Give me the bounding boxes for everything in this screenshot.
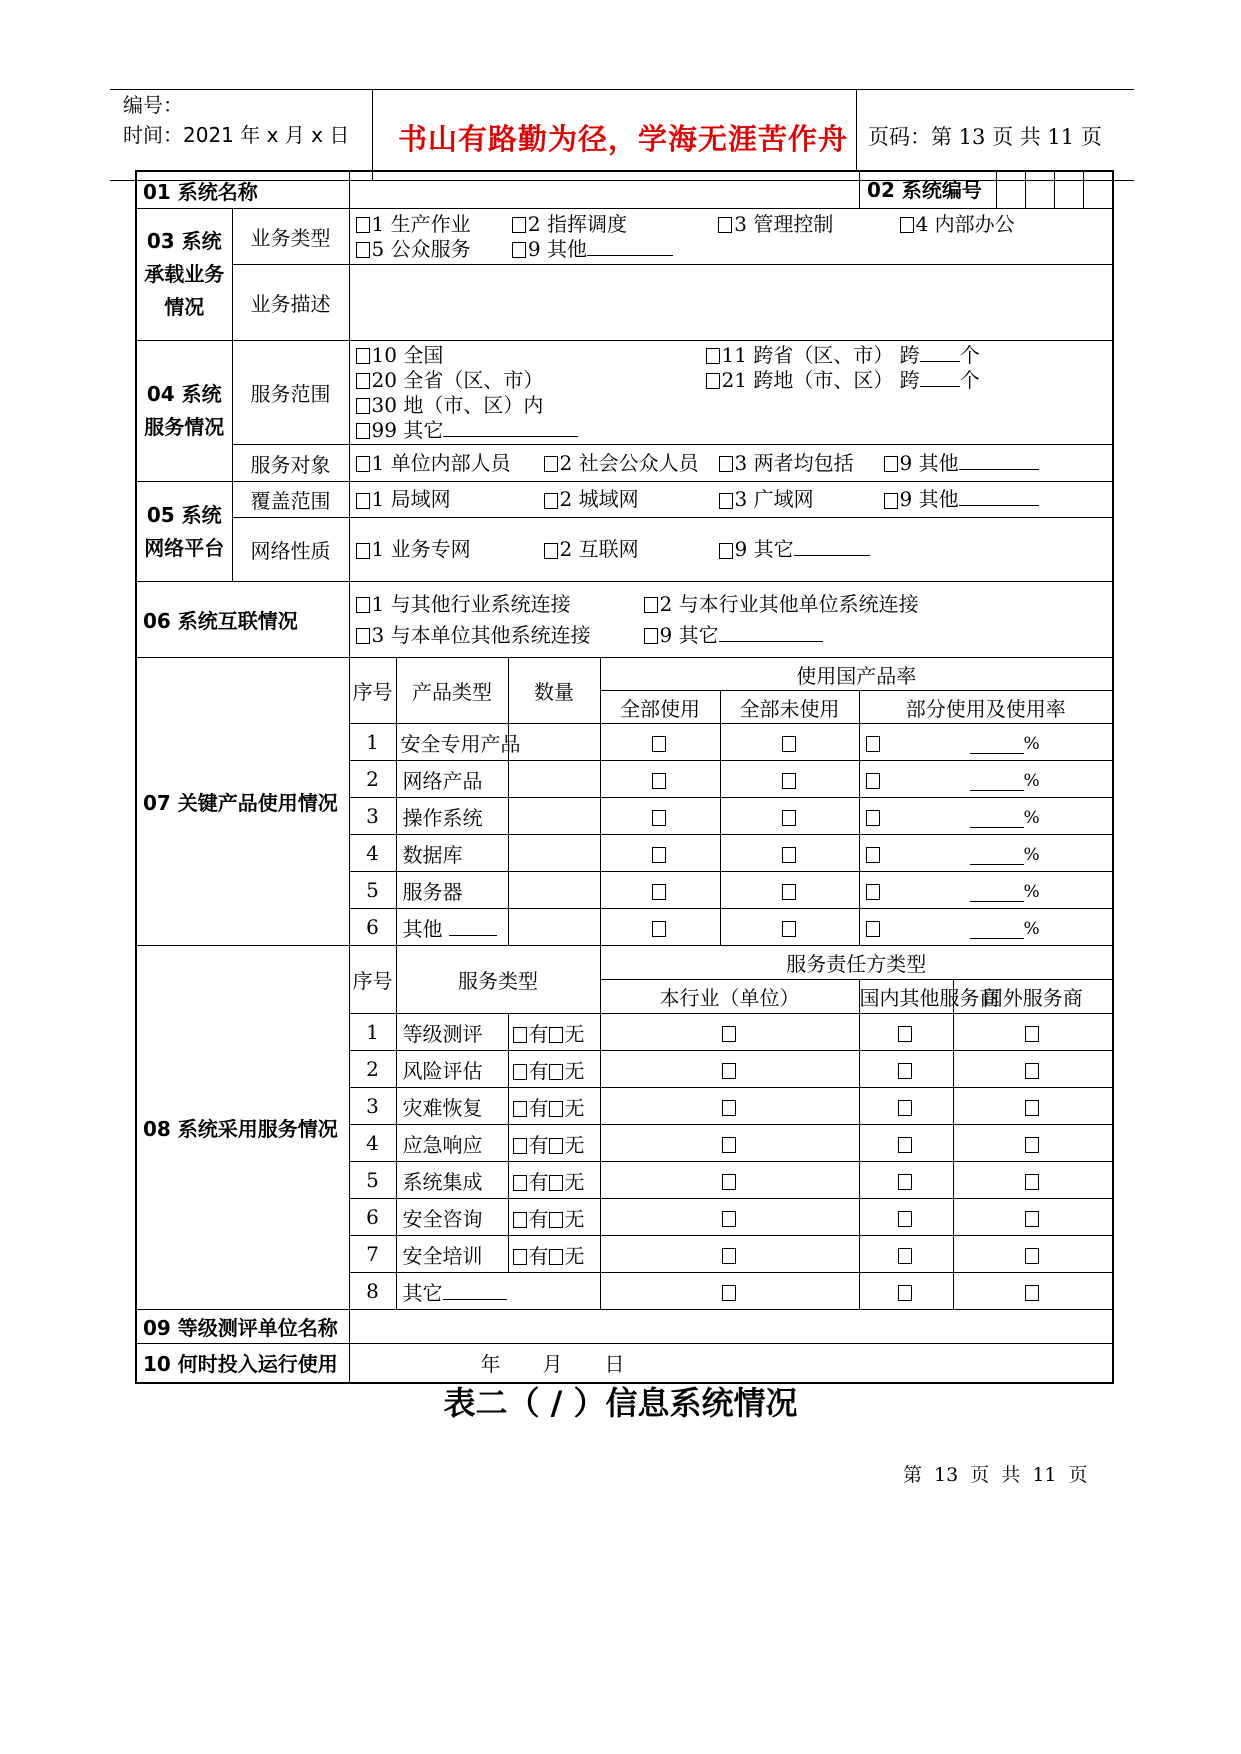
service-foreign[interactable] — [953, 1273, 1113, 1310]
service-yes-no[interactable]: 有 无 — [508, 1236, 600, 1273]
option-other-target[interactable]: 9 其他 — [884, 451, 1039, 476]
option-man[interactable]: 2 城域网 — [544, 487, 719, 512]
percent-blank[interactable] — [970, 737, 1024, 754]
service-yes-no[interactable]: 有 无 — [508, 1051, 600, 1088]
percent-blank[interactable] — [970, 811, 1024, 828]
product-all-used[interactable] — [600, 872, 720, 909]
option-other-nature[interactable]: 9 其它 — [719, 537, 870, 562]
checkbox-icon — [1025, 1285, 1039, 1301]
operation-date-label: 10 何时投入运行使用 — [136, 1344, 349, 1383]
service-own[interactable] — [600, 1051, 859, 1088]
products-none-used-header: 全部未使用 — [720, 691, 859, 724]
services-own-header: 本行业（单位） — [600, 980, 859, 1014]
checkbox-icon — [719, 456, 733, 472]
interconnect-label: 06 系统互联情况 — [136, 582, 349, 658]
checkbox-icon — [356, 597, 370, 613]
row-evaluator — [136, 1310, 1113, 1344]
service-type: 等级测评 — [396, 1014, 508, 1051]
option-other-scope[interactable]: 99 其它 — [356, 418, 579, 443]
row-products-head1 — [136, 658, 1113, 691]
service-seq: 2 — [349, 1051, 396, 1088]
evaluator-field[interactable] — [349, 1310, 1113, 1344]
option-city[interactable]: 30 地（市、区）内 — [356, 393, 544, 418]
checkbox-icon — [782, 773, 796, 789]
checkbox-icon — [652, 810, 666, 826]
checkbox-icon — [719, 493, 733, 509]
option-other-industry[interactable]: 1 与其他行业系统连接 — [356, 589, 644, 620]
document-time-label: 时间：2021 年 x 月 x 日 — [123, 123, 350, 147]
service-foreign[interactable] — [953, 1236, 1113, 1273]
checkbox-icon — [1025, 1063, 1039, 1079]
service-foreign[interactable] — [953, 1125, 1113, 1162]
system-name-field[interactable] — [349, 171, 859, 209]
product-seq: 1 — [349, 724, 396, 761]
checkbox-icon — [898, 1174, 912, 1190]
row-services-head1 — [136, 946, 1113, 980]
product-type-other[interactable]: 其他 — [396, 909, 508, 946]
option-management[interactable]: 3 管理控制 — [718, 212, 893, 237]
product-all-used[interactable] — [600, 909, 720, 946]
checkbox-icon — [866, 847, 880, 863]
product-partial[interactable]: % — [859, 909, 1113, 946]
operation-date-field[interactable] — [349, 1344, 1113, 1383]
product-seq: 3 — [349, 798, 396, 835]
checkbox-icon — [1025, 1248, 1039, 1264]
service-target-options — [349, 445, 1113, 482]
option-production[interactable]: 1 生产作业 — [356, 212, 506, 237]
service-seq: 3 — [349, 1088, 396, 1125]
checkbox-icon — [898, 1137, 912, 1153]
services-foreign-header: 国外服务商 — [953, 980, 1113, 1014]
service-type: 应急响应 — [396, 1125, 508, 1162]
product-qty[interactable] — [508, 909, 600, 946]
business-desc-field[interactable] — [349, 265, 1113, 341]
product-all-used[interactable] — [600, 761, 720, 798]
checkbox-icon — [1025, 1137, 1039, 1153]
checkbox-icon — [900, 217, 914, 233]
service-yes-no[interactable]: 有 无 — [508, 1014, 600, 1051]
checkbox-icon — [782, 736, 796, 752]
checkbox-icon — [706, 348, 720, 364]
checkbox-icon — [722, 1100, 736, 1116]
service-yes-no[interactable]: 有 无 — [508, 1162, 600, 1199]
product-qty[interactable] — [508, 798, 600, 835]
business-type-options — [349, 209, 1113, 265]
products-qty-header: 数量 — [508, 658, 600, 724]
products-seq-header: 序号 — [349, 658, 396, 724]
service-type: 安全培训 — [396, 1236, 508, 1273]
service-type: 安全咨询 — [396, 1199, 508, 1236]
checkbox-icon — [866, 921, 880, 937]
checkbox-icon — [512, 217, 526, 233]
network-section-label: 05 系统网络平台 — [136, 482, 232, 582]
products-rate-header: 使用国产品率 — [600, 658, 1113, 691]
services-seq-header: 序号 — [349, 946, 396, 1014]
services-section-label: 08 系统采用服务情况 — [136, 946, 349, 1310]
product-partial[interactable]: % — [859, 761, 1113, 798]
service-foreign[interactable] — [953, 1199, 1113, 1236]
system-info-form — [135, 170, 1114, 1384]
checkbox-icon — [356, 456, 370, 472]
checkbox-icon — [722, 1248, 736, 1264]
checkbox-icon — [644, 628, 658, 644]
service-type: 系统集成 — [396, 1162, 508, 1199]
checkbox-icon — [356, 242, 370, 258]
service-own[interactable] — [600, 1273, 859, 1310]
business-desc-label: 业务描述 — [232, 265, 349, 341]
row-service-target — [136, 445, 1113, 482]
service-type-other[interactable]: 其它 — [396, 1273, 600, 1310]
service-seq: 5 — [349, 1162, 396, 1199]
service-domestic[interactable] — [859, 1236, 953, 1273]
checkbox-icon — [866, 810, 880, 826]
checkbox-icon — [898, 1285, 912, 1301]
option-other-coverage[interactable]: 9 其他 — [884, 487, 1039, 512]
year-label: 年 — [480, 1352, 501, 1377]
month-label: 月 — [542, 1352, 563, 1377]
services-domestic-header: 国内其他服务商 — [859, 980, 953, 1014]
checkbox-icon — [356, 543, 370, 559]
product-none-used[interactable] — [720, 909, 859, 946]
header-motto: 书山有路勤为径，学海无涯苦作舟 — [398, 122, 849, 156]
checkbox-icon — [898, 1211, 912, 1227]
service-own[interactable] — [600, 1199, 859, 1236]
coverage-label: 覆盖范围 — [232, 482, 349, 518]
product-seq: 5 — [349, 872, 396, 909]
service-seq: 1 — [349, 1014, 396, 1051]
checkbox-icon — [782, 847, 796, 863]
option-dispatch[interactable]: 2 指挥调度 — [512, 212, 712, 237]
service-section-label: 04 系统服务情况 — [136, 341, 232, 482]
checkbox-icon — [1025, 1211, 1039, 1227]
product-seq: 4 — [349, 835, 396, 872]
service-domestic[interactable] — [859, 1162, 953, 1199]
service-yes-no[interactable]: 有 无 — [508, 1125, 600, 1162]
products-type-header: 产品类型 — [396, 658, 508, 724]
checkbox-icon — [722, 1174, 736, 1190]
checkbox-icon — [884, 493, 898, 509]
products-partial-header: 部分使用及使用率 — [859, 691, 1113, 724]
checkbox-icon — [782, 884, 796, 900]
option-internal-staff[interactable]: 1 单位内部人员 — [356, 451, 544, 476]
product-none-used[interactable] — [720, 872, 859, 909]
services-type-header: 服务类型 — [396, 946, 600, 1014]
service-own[interactable] — [600, 1014, 859, 1051]
checkbox-icon — [544, 493, 558, 509]
service-foreign[interactable] — [953, 1051, 1113, 1088]
service-seq: 6 — [349, 1199, 396, 1236]
product-type: 网络产品 — [396, 761, 508, 798]
checkbox-icon — [356, 628, 370, 644]
checkbox-icon — [652, 884, 666, 900]
row-network-nature — [136, 518, 1113, 582]
checkbox-icon — [652, 736, 666, 752]
option-same-unit[interactable]: 3 与本单位其他系统连接 — [356, 620, 644, 651]
checkbox-icon — [898, 1063, 912, 1079]
system-number-digit[interactable] — [1025, 172, 1054, 208]
option-wan[interactable]: 3 广域网 — [719, 487, 884, 512]
header-divider-right — [856, 89, 857, 171]
product-seq: 2 — [349, 761, 396, 798]
header-divider-left — [372, 89, 373, 181]
option-national[interactable]: 10 全国 — [356, 343, 706, 368]
checkbox-icon — [722, 1137, 736, 1153]
checkbox-icon — [1025, 1174, 1039, 1190]
option-province[interactable]: 20 全省（区、市） — [356, 368, 706, 393]
service-domestic[interactable] — [859, 1051, 953, 1088]
service-domestic[interactable] — [859, 1273, 953, 1310]
system-number-text: 02 系统编号 — [867, 178, 982, 202]
checkbox-icon — [898, 1100, 912, 1116]
interconnect-options — [349, 582, 1113, 658]
business-section-label: 03 系统承载业务情况 — [136, 209, 232, 341]
checkbox-icon — [898, 1248, 912, 1264]
checkbox-icon — [1025, 1026, 1039, 1042]
product-type: 安全专用产品 — [396, 724, 508, 761]
option-both[interactable]: 3 两者均包括 — [719, 451, 884, 476]
service-seq: 7 — [349, 1236, 396, 1273]
row-business-desc — [136, 265, 1113, 341]
product-partial[interactable]: % — [859, 872, 1113, 909]
option-other-interconnect[interactable]: 9 其它 — [644, 620, 823, 651]
system-number-digit[interactable] — [1054, 172, 1083, 208]
checkbox-icon — [544, 456, 558, 472]
service-type: 风险评估 — [396, 1051, 508, 1088]
header-info — [123, 90, 349, 150]
checkbox-icon — [644, 597, 658, 613]
product-none-used[interactable] — [720, 761, 859, 798]
coverage-options — [349, 482, 1113, 518]
percent-blank[interactable] — [970, 774, 1024, 791]
service-scope-options — [349, 341, 1113, 445]
business-type-label: 业务类型 — [232, 209, 349, 265]
checkbox-icon — [898, 1026, 912, 1042]
service-seq: 4 — [349, 1125, 396, 1162]
service-yes-no[interactable]: 有 无 — [508, 1199, 600, 1236]
option-public-service[interactable]: 5 公众服务 — [356, 237, 506, 262]
product-type: 操作系统 — [396, 798, 508, 835]
row-coverage — [136, 482, 1113, 518]
checkbox-icon — [722, 1063, 736, 1079]
checkbox-icon — [356, 398, 370, 414]
product-qty[interactable] — [508, 835, 600, 872]
system-number-digit[interactable] — [996, 172, 1025, 208]
product-type: 服务器 — [396, 872, 508, 909]
product-qty[interactable] — [508, 724, 600, 761]
product-type: 数据库 — [396, 835, 508, 872]
products-section-label: 07 关键产品使用情况 — [136, 658, 349, 946]
option-same-industry[interactable]: 2 与本行业其他单位系统连接 — [644, 589, 919, 620]
checkbox-icon — [652, 921, 666, 937]
product-seq: 6 — [349, 909, 396, 946]
option-public[interactable]: 2 社会公众人员 — [544, 451, 719, 476]
service-target-label: 服务对象 — [232, 445, 349, 482]
product-qty[interactable] — [508, 872, 600, 909]
system-number-cell — [867, 171, 1113, 209]
evaluator-label: 09 等级测评单位名称 — [136, 1310, 349, 1344]
product-none-used[interactable] — [720, 835, 859, 872]
table-title: 表二（ / ）信息系统情况 — [443, 1384, 798, 1422]
products-all-used-header: 全部使用 — [600, 691, 720, 724]
checkbox-icon — [866, 884, 880, 900]
product-qty[interactable] — [508, 761, 600, 798]
services-resp-header: 服务责任方类型 — [600, 946, 1113, 980]
option-lan[interactable]: 1 局域网 — [356, 487, 544, 512]
checkbox-icon — [706, 373, 720, 389]
product-partial[interactable]: % — [859, 798, 1113, 835]
option-cross-city[interactable]: 21 跨地（市、区） 跨 个 — [706, 368, 980, 393]
row-service-scope — [136, 341, 1113, 445]
checkbox-icon — [356, 493, 370, 509]
percent-blank[interactable] — [970, 848, 1024, 865]
service-domestic[interactable] — [859, 1125, 953, 1162]
service-scope-label: 服务范围 — [232, 341, 349, 445]
service-domestic[interactable] — [859, 1014, 953, 1051]
checkbox-icon — [356, 348, 370, 364]
checkbox-icon — [722, 1285, 736, 1301]
service-foreign[interactable] — [953, 1162, 1113, 1199]
service-own[interactable] — [600, 1088, 859, 1125]
network-nature-options — [349, 518, 1113, 582]
checkbox-icon — [884, 456, 898, 472]
service-domestic[interactable] — [859, 1199, 953, 1236]
product-none-used[interactable] — [720, 798, 859, 835]
product-none-used[interactable] — [720, 724, 859, 761]
network-nature-label: 网络性质 — [232, 518, 349, 582]
row-interconnect — [136, 582, 1113, 658]
row-business-type — [136, 209, 1113, 265]
checkbox-icon — [866, 773, 880, 789]
page-footer: 第 13 页 共 11 页 — [903, 1464, 1088, 1486]
checkbox-icon — [512, 242, 526, 258]
product-all-used[interactable] — [600, 798, 720, 835]
checkbox-icon — [722, 1211, 736, 1227]
service-own[interactable] — [600, 1125, 859, 1162]
percent-blank[interactable] — [970, 885, 1024, 902]
checkbox-icon — [866, 736, 880, 752]
checkbox-icon — [1025, 1100, 1039, 1116]
document-number-label: 编号： — [123, 93, 183, 117]
option-other[interactable]: 9 其他 — [512, 237, 673, 262]
product-partial[interactable]: % — [859, 724, 1113, 761]
row-system-name — [136, 171, 1113, 209]
product-all-used[interactable] — [600, 835, 720, 872]
service-own[interactable] — [600, 1162, 859, 1199]
product-partial[interactable]: % — [859, 835, 1113, 872]
row-operation-date — [136, 1344, 1113, 1383]
service-yes-no[interactable]: 有 无 — [508, 1088, 600, 1125]
checkbox-icon — [719, 543, 733, 559]
option-internet[interactable]: 2 互联网 — [544, 537, 719, 562]
service-domestic[interactable] — [859, 1088, 953, 1125]
checkbox-icon — [544, 543, 558, 559]
checkbox-icon — [782, 810, 796, 826]
checkbox-icon — [356, 217, 370, 233]
system-number-digit[interactable] — [1083, 172, 1112, 208]
product-all-used[interactable] — [600, 724, 720, 761]
system-name-label: 01 系统名称 — [136, 171, 349, 209]
option-office[interactable]: 4 内部办公 — [900, 212, 1015, 237]
header-page-number: 页码：第 13 页 共 11 页 — [868, 125, 1102, 149]
option-private-net[interactable]: 1 业务专网 — [356, 537, 544, 562]
checkbox-icon — [722, 1026, 736, 1042]
checkbox-icon — [652, 847, 666, 863]
service-foreign[interactable] — [953, 1014, 1113, 1051]
day-label: 日 — [604, 1352, 625, 1377]
service-seq: 8 — [349, 1273, 396, 1310]
checkbox-icon — [356, 373, 370, 389]
service-own[interactable] — [600, 1236, 859, 1273]
checkbox-icon — [652, 773, 666, 789]
service-foreign[interactable] — [953, 1088, 1113, 1125]
service-type: 灾难恢复 — [396, 1088, 508, 1125]
checkbox-icon — [356, 423, 370, 439]
checkbox-icon — [782, 921, 796, 937]
option-cross-province[interactable]: 11 跨省（区、市） 跨 个 — [706, 343, 980, 368]
percent-blank[interactable] — [970, 922, 1024, 939]
checkbox-icon — [718, 217, 732, 233]
